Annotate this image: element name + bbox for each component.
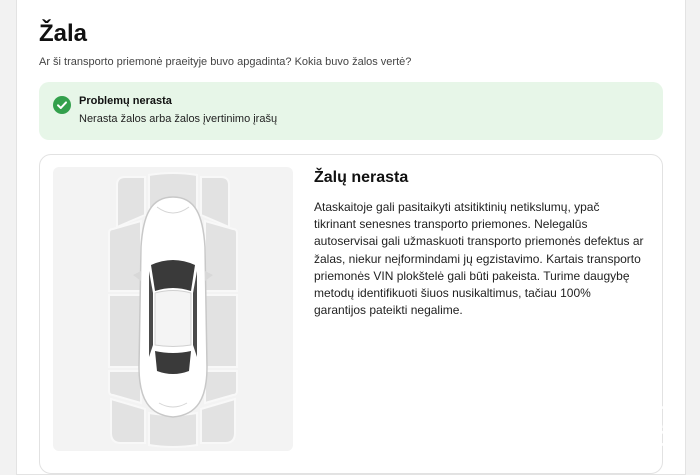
damage-card — [39, 154, 663, 474]
section-title: Žala — [39, 20, 88, 47]
section-subtitle: Ar ši transporto priemonė praeityje buvo apgadinta? Kokia buvo žalos vertė? — [39, 56, 412, 68]
card-title: Žalų nerasta — [314, 169, 409, 186]
alert-text: Nerasta žalos arba žalos įvertinimo įrašų — [79, 113, 278, 125]
card-text: Ataskaitoje gali pasitaikyti atsitiktinių netikslumų, ypač tikrinant senesnes transporto priemones. Nelegalūs autoservisai gali užmaskuoti transporto priemonės defektus ar žalas, niekur neįformindami jų egzistavimo. Kartais transporto priemonės VIN plokštelė gali būti pakeista. Turime daugybę metodų identifikuoti šiuos nusikaltimus, tačiau 100% garantijos pateikti negalime. — [314, 200, 644, 318]
no-problems-alert — [39, 82, 663, 140]
watermark-logo-icon — [636, 404, 680, 453]
car-damage-diagram-icon — [53, 167, 293, 451]
damage-section — [16, 0, 686, 475]
check-circle-icon — [53, 96, 71, 114]
alert-title: Problemų nerasta — [79, 95, 172, 107]
